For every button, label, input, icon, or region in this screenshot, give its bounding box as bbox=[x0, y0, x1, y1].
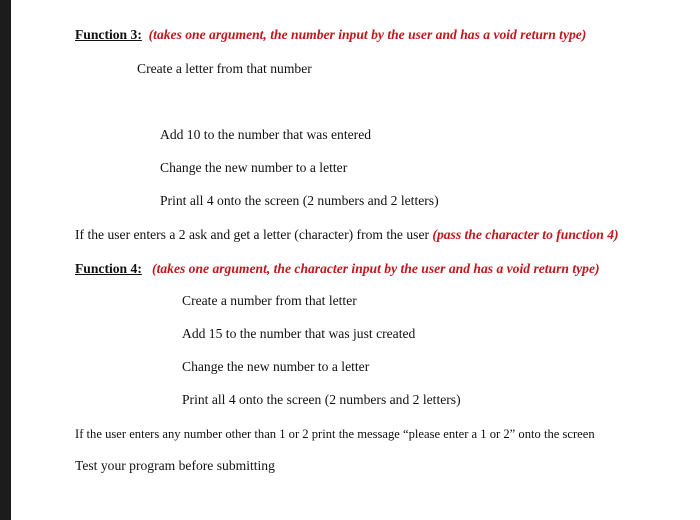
function4-line bbox=[75, 261, 600, 277]
function4-note: (takes one argument, the character input by the user and has a void return type) bbox=[152, 261, 600, 276]
function4-step-2: Add 15 to the number that was just created bbox=[182, 326, 416, 341]
function3-note: (takes one argument, the number input by the user and has a void return type) bbox=[148, 27, 587, 42]
function4-step-3: Change the new number to a letter bbox=[182, 359, 370, 374]
function4-step-1: Create a number from that letter bbox=[182, 293, 357, 308]
function3-step-2: Change the new number to a letter bbox=[160, 160, 348, 175]
condition-2-text: If the user enters a 2 ask and get a letter (character) from the user bbox=[75, 227, 433, 242]
function3-step-3: Print all 4 onto the screen (2 numbers and 2 letters) bbox=[160, 193, 439, 208]
function3-step-1: Add 10 to the number that was entered bbox=[160, 127, 372, 142]
condition-2-line bbox=[75, 227, 619, 243]
function3-intro: Create a letter from that number bbox=[137, 61, 312, 76]
function3-line bbox=[75, 27, 586, 43]
function3-heading: Function 3: bbox=[75, 27, 142, 42]
condition-2-note: (pass the character to function 4) bbox=[432, 227, 619, 242]
function4-heading: Function 4: bbox=[75, 261, 142, 276]
function4-step-4: Print all 4 onto the screen (2 numbers and 2 letters) bbox=[182, 392, 461, 407]
other-condition: If the user enters any number other than 1 or 2 print the message “please enter a 1 or 2” onto the screen bbox=[75, 427, 595, 441]
left-edge-bar bbox=[0, 0, 11, 520]
final-note: Test your program before submitting bbox=[75, 458, 275, 473]
